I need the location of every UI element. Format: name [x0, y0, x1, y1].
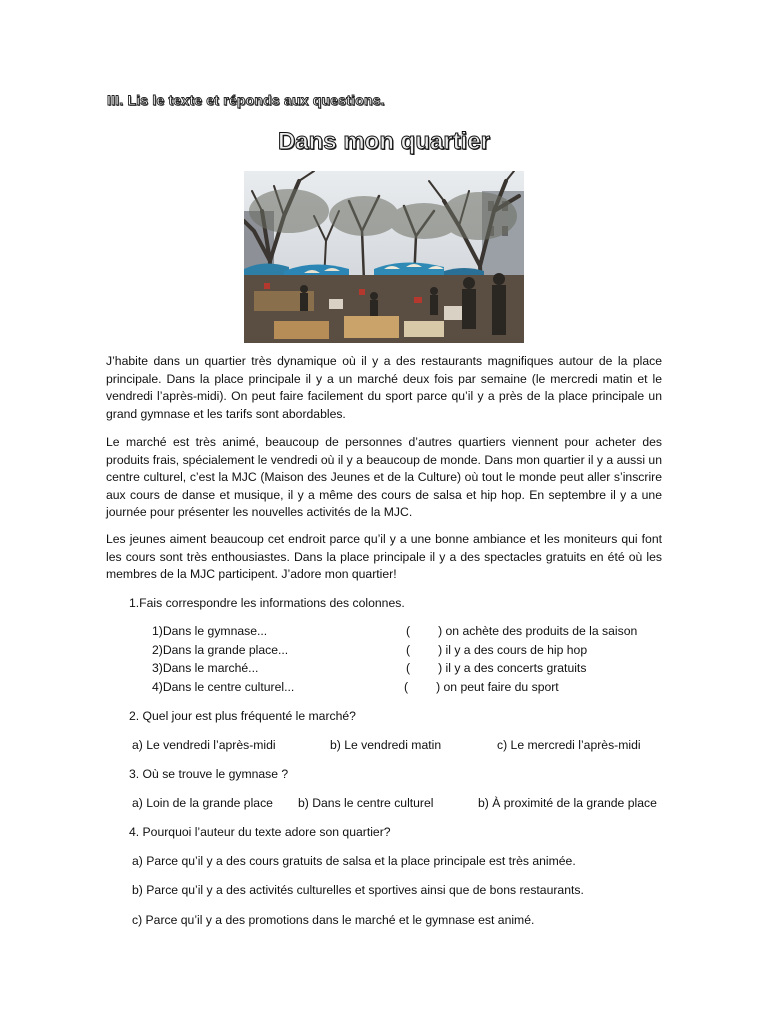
question-2-option-a[interactable]: a) Le vendredi l’après-midi	[132, 738, 276, 752]
question-2-prompt: 2. Quel jour est plus fréquenté le marché?	[129, 709, 356, 723]
match-right-2: ( ) il y a des cours de hip hop	[406, 643, 588, 657]
question-3-prompt: 3. Où se trouve le gymnase ?	[129, 767, 289, 781]
question-2-option-b[interactable]: b) Le vendredi matin	[330, 738, 442, 752]
question-3-option-a[interactable]: a) Loin de la grande place	[132, 796, 273, 810]
match-right-1: ( ) on achète des produits de la saison	[406, 624, 638, 638]
question-3-option-b[interactable]: b) Dans le centre culturel	[298, 796, 434, 810]
match-left-4: 4)Dans le centre culturel...	[152, 680, 295, 694]
section-heading: III. Lis le texte et réponds aux questions.	[107, 92, 385, 108]
match-left-3: 3)Dans le marché...	[152, 661, 259, 675]
question-4-prompt: 4. Pourquoi l’auteur du texte adore son quartier?	[129, 825, 391, 839]
paragraph-1: J’habite dans un quartier très dynamique où il y a des restaurants magnifiques autour de la place principale. Dans la place principale il y a un marché deux fois par semaine (le mercredi matin et le vendredi l’après-midi). On peut faire facilement du sport parce qu’il y a près de la place principale un grand gymnase et les tarifs sont abordables.	[106, 354, 662, 421]
question-1-prompt: 1.Fais correspondre les informations des colonnes.	[129, 596, 405, 610]
match-right-3: ( ) il y a des concerts gratuits	[406, 661, 587, 675]
paragraph-2: Le marché est très animé, beaucoup de personnes d’autres quartiers viennent pour acheter des produits frais, spécialement le vendredi où il y a beaucoup de monde. Dans mon quartier il y a aussi un centre culturel, c’est la MJC (Maison des Jeunes et de la Culture) où tout le monde peut aller s’inscrire aux cours de danse et musique, il y a même des cours de salsa et hip hop. En septembre il y a une journée pour présenter les nouvelles activités de la MJC.	[106, 435, 662, 520]
answer-blank-4[interactable]: ( )	[404, 680, 441, 694]
question-4-option-a[interactable]: a) Parce qu’il y a des cours gratuits de salsa et la place principale est très animée.	[132, 854, 576, 868]
page-title: Dans mon quartier	[277, 128, 491, 155]
question-3-option-c[interactable]: b) À proximité de la grande place	[478, 796, 657, 810]
answer-blank-1[interactable]: ( )	[406, 624, 443, 638]
market-photo	[244, 171, 524, 343]
match-left-1: 1)Dans le gymnase...	[152, 624, 268, 638]
question-4-option-c[interactable]: c) Parce qu’il y a des promotions dans le marché et le gymnase est animé.	[132, 913, 535, 927]
question-4-option-b[interactable]: b) Parce qu’il y a des activités culturelles et sportives ainsi que de bons restaurants.	[132, 883, 584, 897]
match-left-2: 2)Dans la grande place...	[152, 643, 289, 657]
match-right-4: ( ) on peut faire du sport	[404, 680, 559, 694]
answer-blank-2[interactable]: ( )	[406, 643, 443, 657]
answer-blank-3[interactable]: ( )	[406, 661, 443, 675]
question-2-option-c[interactable]: c) Le mercredi l’après-midi	[497, 738, 641, 752]
paragraph-3: Les jeunes aiment beaucoup cet endroit parce qu’il y a une bonne ambiance et les moniteurs qui font les cours sont très enthousiastes. Dans la place principale il y a des spectacles gratuits en été où les membres de la MJC participent. J’adore mon quartier!	[106, 532, 662, 582]
